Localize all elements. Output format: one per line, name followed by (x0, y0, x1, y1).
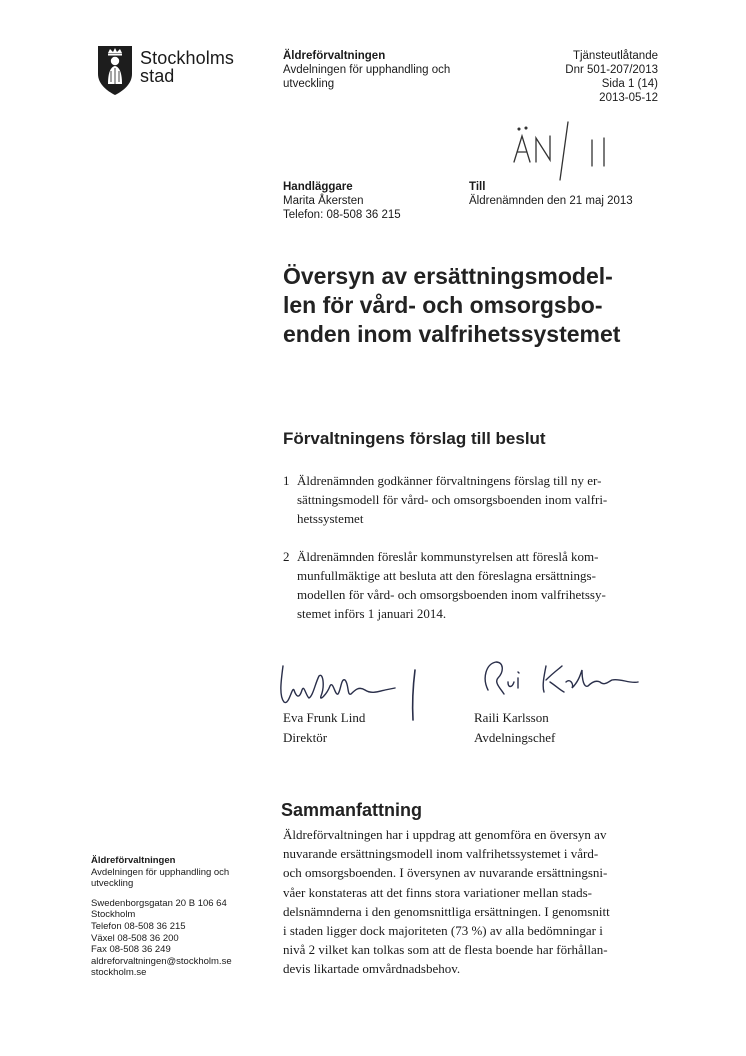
summary-line: nivå 2 vilket kan tolkas som att de flesta boende har förhållan- (283, 942, 608, 958)
summary-line: Äldreförvaltningen har i uppdrag att genomföra en översyn av (283, 827, 607, 842)
signature-raili-karlsson (474, 652, 644, 708)
summary-line: och omsorgsboenden. I översynen av nuvarande ersättningsni- (283, 865, 608, 881)
title-line: Översyn av ersättningsmodel- (283, 263, 613, 289)
handlaggare-name: Marita Åkersten (283, 195, 364, 207)
footer-org-unit: Avdelningen för upphandling och (91, 866, 230, 878)
footer-phone: Telefon 08-508 36 215 (91, 920, 186, 932)
footer-fax: Fax 08-508 36 249 (91, 944, 171, 956)
summary-line: våer konstateras att det finns stora variationer mellan stads- (283, 884, 593, 900)
proposal-line: munfullmäktige att besluta att den föreslagna ersättnings- (297, 568, 596, 583)
summary-heading: Sammanfattning (281, 800, 423, 820)
title-line: len för vård- och omsorgsbo- (283, 292, 603, 318)
proposal-line: Äldrenämnden föreslår kommunstyrelsen att föreslå kom- (297, 549, 599, 564)
signer-name: Eva Frunk Lind (283, 710, 366, 725)
proposal-heading: Förvaltningens förslag till beslut (283, 429, 546, 448)
signer-role: Direktör (283, 730, 328, 745)
summary-body (283, 825, 661, 979)
signer-name: Raili Karlsson (474, 710, 549, 725)
footer-address: Swedenborgsgatan 20 B 106 64 (91, 897, 227, 909)
till-label: Till (469, 181, 486, 193)
till-recipient: Äldrenämnden den 21 maj 2013 (469, 195, 633, 207)
proposal-line: Äldrenämnden godkänner förvaltningens förslag till ny er- (297, 473, 602, 488)
handlaggare-phone: Telefon: 08-508 36 215 (283, 209, 401, 221)
header-org-unit: Avdelningen för upphandling och utveckling (283, 64, 451, 90)
proposal-number: 2 (283, 549, 290, 564)
summary-line: i staden ligger dock majoriteten (73 %) av alla bedömningar i (283, 923, 603, 939)
logo-line1: Stockholms (140, 48, 235, 68)
proposal-item (283, 471, 663, 528)
footer-city: Stockholm (91, 909, 136, 921)
footer-switchboard: Växel 08-508 36 200 (91, 932, 179, 944)
footer-web-link[interactable]: stockholm.se (91, 967, 147, 979)
footer-org-unit: utveckling (91, 878, 134, 890)
doc-type: Tjänsteutlåtande (572, 50, 658, 62)
stockholm-stad-logo (97, 44, 237, 100)
proposal-line: modellen för vård- och omsorgsboenden inom valfrihetssy- (297, 587, 606, 602)
stockholm-crown-shield-icon (97, 44, 133, 96)
header-meta (565, 49, 658, 105)
till-block (469, 180, 633, 208)
stamp-text: ÄN / 11 (508, 118, 512, 119)
signature-block-1 (283, 708, 365, 748)
summary-line: nuvarande ersättningsmodell inom valfrihetssystemet i vård- (283, 846, 599, 862)
doc-date: 2013-05-12 (599, 92, 658, 104)
proposal-line: hetssystemet (297, 511, 364, 526)
proposal-item (283, 547, 663, 623)
footer-email-link[interactable]: aldreforvaltningen@stockholm.se (91, 955, 232, 967)
title-line: enden inom valfrihetssystemet (283, 321, 621, 347)
handlaggare-label: Handläggare (283, 181, 353, 193)
signature-block-2 (474, 708, 555, 748)
header-org (283, 49, 483, 91)
footer-contact (91, 855, 271, 979)
page-title (283, 262, 663, 349)
footer-org-name: Äldreförvaltningen (91, 855, 176, 866)
summary-line: devis likartade omvårdnadsbehov. (283, 961, 461, 977)
header-org-name: Äldreförvaltningen (283, 50, 386, 62)
proposal-number: 1 (283, 473, 290, 488)
handwritten-stamp (508, 118, 628, 182)
proposal-line: stemet införs 1 januari 2014. (297, 606, 447, 621)
logo-line2: stad (140, 66, 175, 86)
handlaggare-block (283, 180, 401, 222)
dnr: Dnr 501-207/2013 (565, 64, 658, 76)
signer-role: Avdelningschef (474, 730, 556, 745)
page-number: Sida 1 (14) (601, 78, 658, 90)
summary-line: delsnämnderna i den genomsnittliga ersättningen. I genomsnitt (283, 903, 610, 919)
proposal-line: sättningsmodell för vård- och omsorgsboenden inom valfri- (297, 492, 608, 507)
